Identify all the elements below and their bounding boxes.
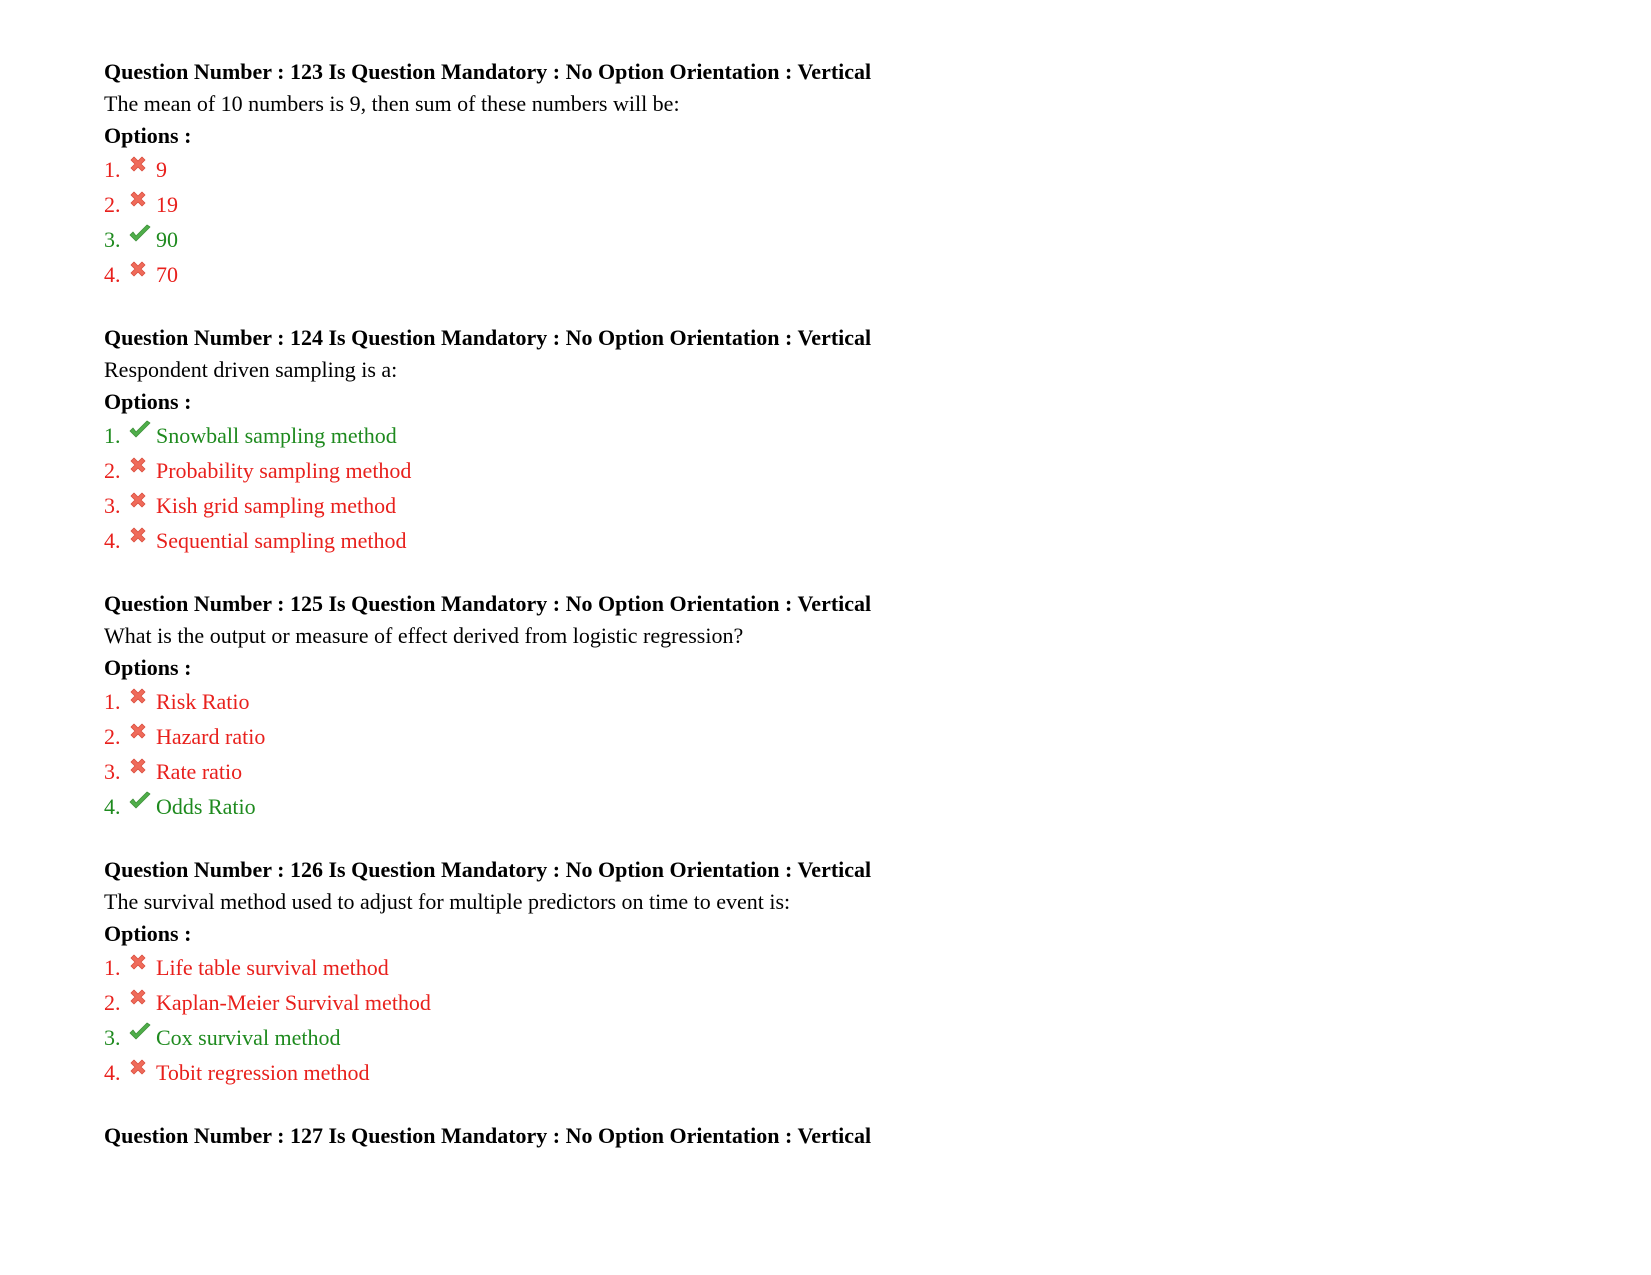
option-number: 3. <box>104 493 121 518</box>
cross-icon <box>128 987 152 1009</box>
question-block <box>104 1120 1504 1152</box>
option-text: Sequential sampling method <box>156 528 407 553</box>
option-number: 4. <box>104 1060 121 1085</box>
option-number: 4. <box>104 262 121 287</box>
option-number: 4. <box>104 794 121 819</box>
option-number: 2. <box>104 724 121 749</box>
option-item <box>104 684 1504 719</box>
option-item <box>104 418 1504 453</box>
option-item <box>104 488 1504 523</box>
option-number: 3. <box>104 759 121 784</box>
cross-icon <box>128 525 152 547</box>
option-text: Risk Ratio <box>156 689 250 714</box>
option-item <box>104 222 1504 257</box>
cross-icon <box>128 952 152 974</box>
options-label: Options : <box>104 655 192 680</box>
option-number: 1. <box>104 423 121 448</box>
question-text: What is the output or measure of effect derived from logistic regression? <box>104 623 744 648</box>
option-item <box>104 523 1504 558</box>
question-block <box>104 854 1504 1090</box>
option-number: 1. <box>104 689 121 714</box>
options-list <box>104 418 1504 558</box>
option-text: Snowball sampling method <box>156 423 397 448</box>
option-number: 2. <box>104 192 121 217</box>
option-text: 70 <box>156 262 178 287</box>
option-text: Kaplan-Meier Survival method <box>156 990 431 1015</box>
options-label: Options : <box>104 921 192 946</box>
question-header: Question Number : 126 Is Question Mandatory : No Option Orientation : Vertical <box>104 857 872 882</box>
question-text: The survival method used to adjust for multiple predictors on time to event is: <box>104 889 791 914</box>
options-list <box>104 684 1504 824</box>
option-item <box>104 950 1504 985</box>
option-item <box>104 187 1504 222</box>
question-block <box>104 322 1504 558</box>
question-header: Question Number : 125 Is Question Mandatory : No Option Orientation : Vertical <box>104 591 872 616</box>
option-text: Kish grid sampling method <box>156 493 397 518</box>
check-icon <box>128 224 152 246</box>
cross-icon <box>128 259 152 281</box>
option-number: 3. <box>104 227 121 252</box>
option-text: 9 <box>156 157 167 182</box>
cross-icon <box>128 490 152 512</box>
option-text: Odds Ratio <box>156 794 256 819</box>
option-text: Life table survival method <box>156 955 389 980</box>
question-paper <box>104 56 1504 1182</box>
option-item <box>104 453 1504 488</box>
option-number: 4. <box>104 528 121 553</box>
options-label: Options : <box>104 389 192 414</box>
option-number: 1. <box>104 955 121 980</box>
cross-icon <box>128 721 152 743</box>
question-block <box>104 56 1504 292</box>
option-text: Rate ratio <box>156 759 243 784</box>
option-number: 2. <box>104 458 121 483</box>
option-text: 19 <box>156 192 178 217</box>
question-block <box>104 588 1504 824</box>
option-item <box>104 152 1504 187</box>
option-item <box>104 1055 1504 1090</box>
option-item <box>104 1020 1504 1055</box>
options-label: Options : <box>104 123 192 148</box>
question-text: Respondent driven sampling is a: <box>104 357 398 382</box>
option-number: 2. <box>104 990 121 1015</box>
option-number: 3. <box>104 1025 121 1050</box>
options-list <box>104 950 1504 1090</box>
option-item <box>104 719 1504 754</box>
option-text: Tobit regression method <box>156 1060 370 1085</box>
check-icon <box>128 791 152 813</box>
question-header: Question Number : 124 Is Question Mandatory : No Option Orientation : Vertical <box>104 325 872 350</box>
option-text: Hazard ratio <box>156 724 266 749</box>
option-text: Probability sampling method <box>156 458 412 483</box>
option-item <box>104 754 1504 789</box>
option-item <box>104 985 1504 1020</box>
cross-icon <box>128 455 152 477</box>
question-header: Question Number : 127 Is Question Mandatory : No Option Orientation : Vertical <box>104 1123 872 1148</box>
question-header: Question Number : 123 Is Question Mandatory : No Option Orientation : Vertical <box>104 59 872 84</box>
cross-icon <box>128 189 152 211</box>
question-text: The mean of 10 numbers is 9, then sum of these numbers will be: <box>104 91 680 116</box>
option-text: Cox survival method <box>156 1025 341 1050</box>
options-list <box>104 152 1504 292</box>
option-text: 90 <box>156 227 178 252</box>
option-item <box>104 257 1504 292</box>
cross-icon <box>128 756 152 778</box>
cross-icon <box>128 686 152 708</box>
option-item <box>104 789 1504 824</box>
cross-icon <box>128 154 152 176</box>
check-icon <box>128 1022 152 1044</box>
option-number: 1. <box>104 157 121 182</box>
check-icon <box>128 420 152 442</box>
cross-icon <box>128 1057 152 1079</box>
